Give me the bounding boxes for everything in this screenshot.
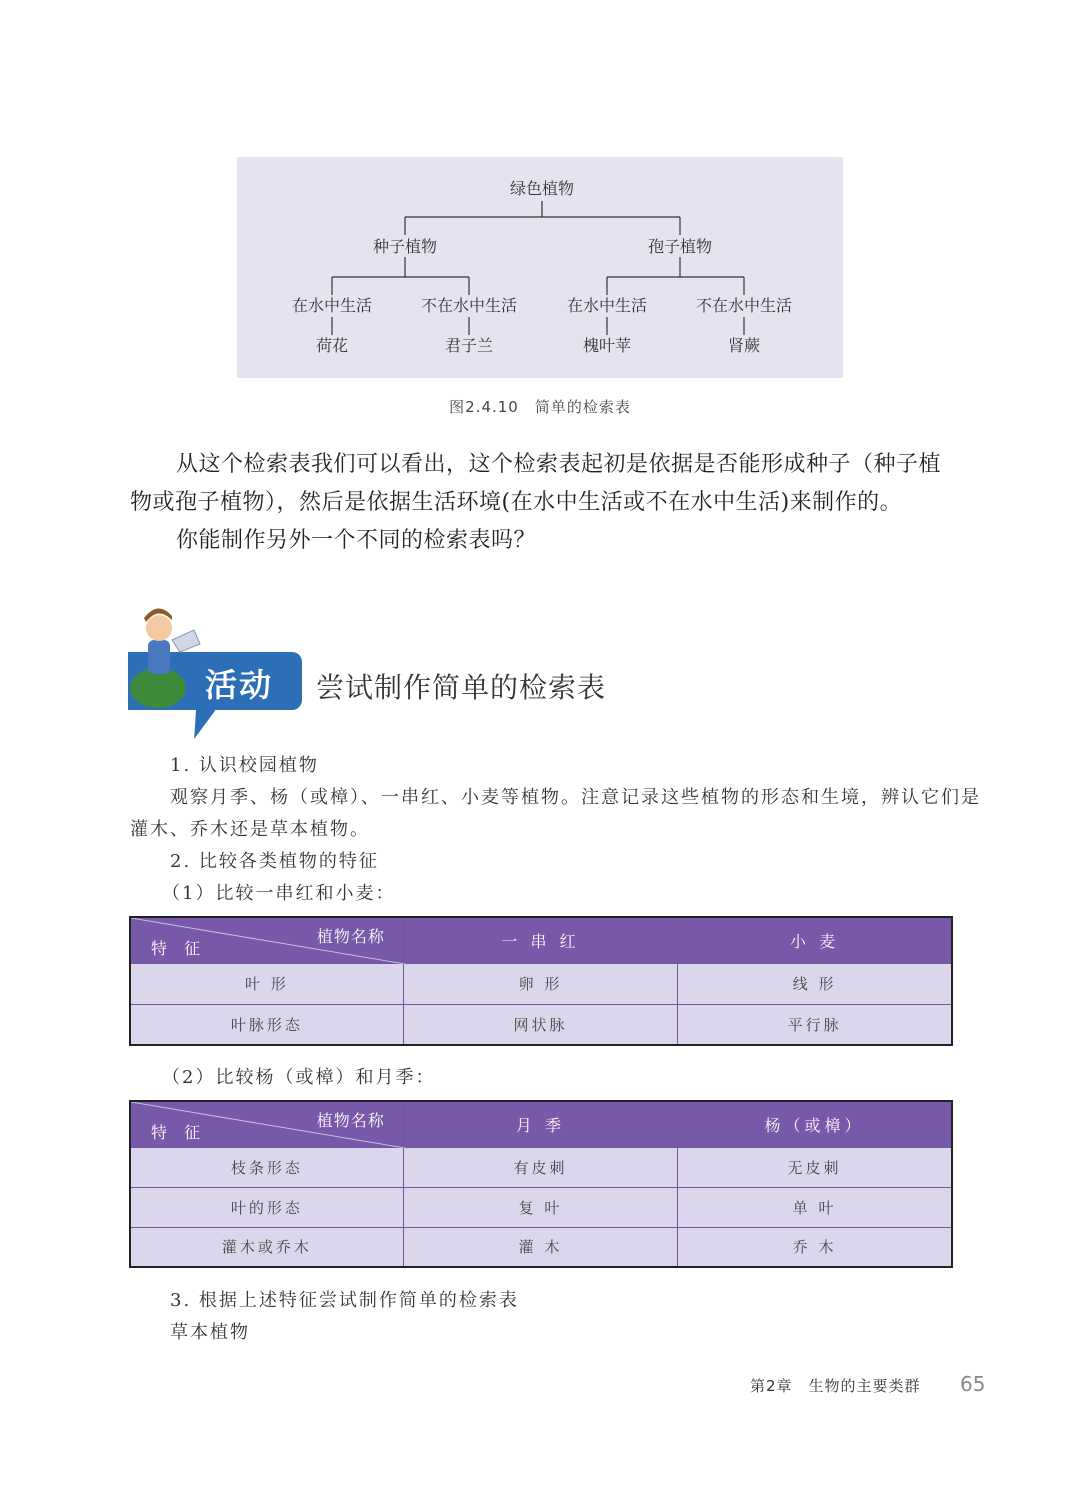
- sub1-title: （1）比较一串红和小麦：: [162, 883, 396, 904]
- tree-leaf-lotus: 荷花: [315, 336, 349, 355]
- table1-corner-header: [130, 917, 403, 963]
- tree-node-seed-plants: 种子植物: [372, 237, 438, 256]
- table2-corner-top: 植物名称: [316, 1111, 385, 1130]
- body-paragraph-2: 你能制作另外一个不同的检索表吗？: [176, 528, 537, 553]
- table-row: [130, 1227, 952, 1267]
- table1-cell: 网状脉: [403, 1004, 677, 1045]
- table2-col-header: 杨（或樟）: [678, 1101, 952, 1147]
- step1-title: 1. 认识校园植物: [170, 755, 319, 776]
- table-row: [130, 963, 952, 1004]
- table2-corner-header: [130, 1101, 403, 1147]
- activity-title: 尝试制作简单的检索表: [316, 671, 607, 704]
- table2-col-header: 月 季: [403, 1101, 677, 1147]
- tree-node-seed-aquatic: 在水中生活: [291, 296, 373, 315]
- table1-col-header: 一 串 红: [403, 917, 677, 963]
- tree-node-spore-plants: 孢子植物: [647, 237, 713, 256]
- tree-leaf-clivia: 君子兰: [444, 336, 494, 355]
- table2-cell: 复 叶: [403, 1187, 677, 1227]
- table2-cell: 叶的形态: [130, 1187, 403, 1227]
- table1-cell: 叶 形: [130, 963, 403, 1004]
- table2-corner-bottom: 特 征: [151, 1122, 207, 1142]
- step3-text: 草本植物: [170, 1322, 250, 1343]
- body-paragraph-1: 从这个检索表我们可以看出，这个检索表起初是依据是否能形成种子（种子植物或孢子植物），然后是依据生活环境(在水中生活或不在水中生活)来制作的。: [130, 452, 942, 515]
- tree-root: 绿色植物: [509, 179, 575, 198]
- step3-title: 3. 根据上述特征尝试制作简单的检索表: [170, 1290, 519, 1311]
- tree-node-spore-terrestrial: 不在水中生活: [695, 296, 793, 315]
- table2-cell: 无皮刺: [678, 1147, 952, 1187]
- footer-chapter: 第2章 生物的主要类群: [750, 1377, 921, 1395]
- table-row: [130, 1004, 952, 1045]
- table1-cell: 平行脉: [678, 1004, 952, 1045]
- table1-col-header: 小 麦: [678, 917, 952, 963]
- table2-cell: 单 叶: [678, 1187, 952, 1227]
- table1-corner-top: 植物名称: [316, 927, 385, 946]
- tree-leaf-fern: 肾蕨: [727, 336, 761, 355]
- figure-caption: 图2.4.10 简单的检索表: [449, 398, 631, 416]
- comparison-table-2: [129, 1100, 953, 1268]
- table2-cell: 乔 木: [678, 1227, 952, 1267]
- step2-title: 2. 比较各类植物的特征: [170, 851, 379, 872]
- page-number: 65: [960, 1372, 986, 1396]
- table1-cell: 线 形: [678, 963, 952, 1004]
- tree-node-spore-aquatic: 在水中生活: [566, 296, 648, 315]
- sub2-title: （2）比较杨（或樟）和月季：: [162, 1067, 436, 1088]
- step1-text-line2: 灌木、乔木还是草本植物。: [130, 819, 370, 840]
- table2-cell: 灌 木: [403, 1227, 677, 1267]
- comparison-table-1: [129, 916, 953, 1046]
- table-row: [130, 1147, 952, 1187]
- mascot-boy-icon: [128, 600, 208, 710]
- table2-cell: 灌木或乔木: [130, 1227, 403, 1267]
- table1-cell: 卵 形: [403, 963, 677, 1004]
- table-row: [130, 1187, 952, 1227]
- table1-corner-bottom: 特 征: [151, 938, 207, 958]
- table2-cell: 有皮刺: [403, 1147, 677, 1187]
- step1-text-line1: 观察月季、杨（或樟）、一串红、小麦等植物。注意记录这些植物的形态和生境，辨认它们是: [170, 787, 981, 808]
- table1-cell: 叶脉形态: [130, 1004, 403, 1045]
- tree-node-seed-terrestrial: 不在水中生活: [420, 296, 518, 315]
- activity-label: 活动: [205, 666, 274, 704]
- tree-leaf-salvinia: 槐叶苹: [582, 336, 632, 355]
- table2-cell: 枝条形态: [130, 1147, 403, 1187]
- classification-key-diagram: [237, 157, 843, 378]
